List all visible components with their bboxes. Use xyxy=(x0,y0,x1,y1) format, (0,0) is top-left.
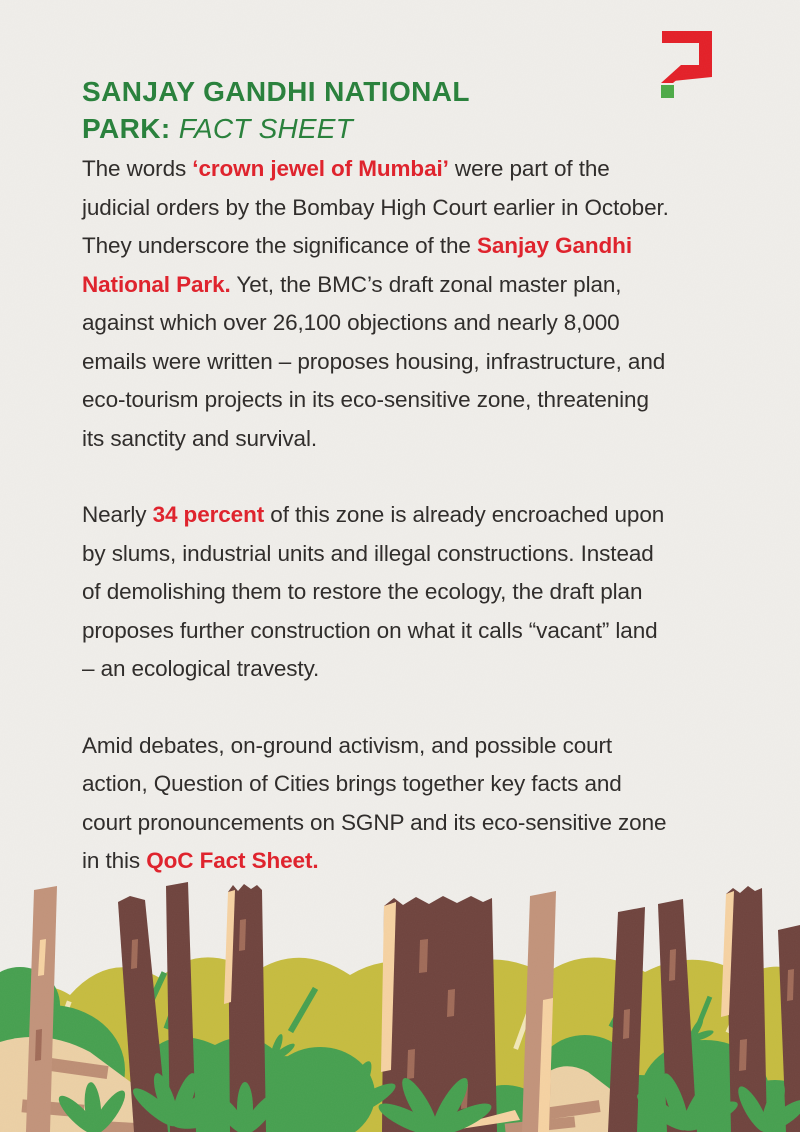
title-line1: SANJAY GANDHI NATIONAL xyxy=(82,75,470,107)
accent-text: QoC Fact Sheet. xyxy=(146,848,319,873)
body-text: Yet, the BMC’s draft zonal master plan, against which over 26,100 objections and nearly 8,000 emails were written – proposes housing, infrastructure, and eco-tourism projects in its eco-sensitive zone, threatening its sanctity and survival. xyxy=(82,271,666,451)
body-text: Nearly xyxy=(82,502,153,527)
forest-illustration xyxy=(0,880,800,1132)
body-text: Amid debates, on-ground activism, and possible court action, Question of Cities brings together key facts and court pronouncements on SGNP and its eco-sensitive zone in this xyxy=(82,732,667,873)
title-line2-italic: FACT SHEET xyxy=(178,112,353,144)
accent-text: ‘crown jewel of Mumbai’ xyxy=(192,156,449,181)
accent-text: 34 percent xyxy=(152,502,265,527)
body-text: The words xyxy=(82,156,193,181)
accent-text: Sanjay Gandhi National Park. xyxy=(82,233,632,297)
logo-green-dot-icon xyxy=(661,85,674,98)
body-text: were part of the judicial orders by the Bombay High Court earlier in October. They underscore the significance of the xyxy=(82,156,669,258)
body-text: of this zone is already encroached upon by slums, industrial units and illegal constructions. Instead of demolishing them to restore the ecology, the draft plan proposes further construction on what it calls “vacant” land – an ecological travesty. xyxy=(82,502,665,681)
article xyxy=(82,150,674,919)
paragraph xyxy=(82,150,674,458)
logo-question-mark-icon xyxy=(661,31,712,83)
question-of-cities-logo xyxy=(659,31,715,99)
paragraph xyxy=(82,727,674,881)
paragraph xyxy=(82,496,674,689)
page-title xyxy=(82,73,642,147)
title-line2-bold: PARK: xyxy=(82,112,171,144)
